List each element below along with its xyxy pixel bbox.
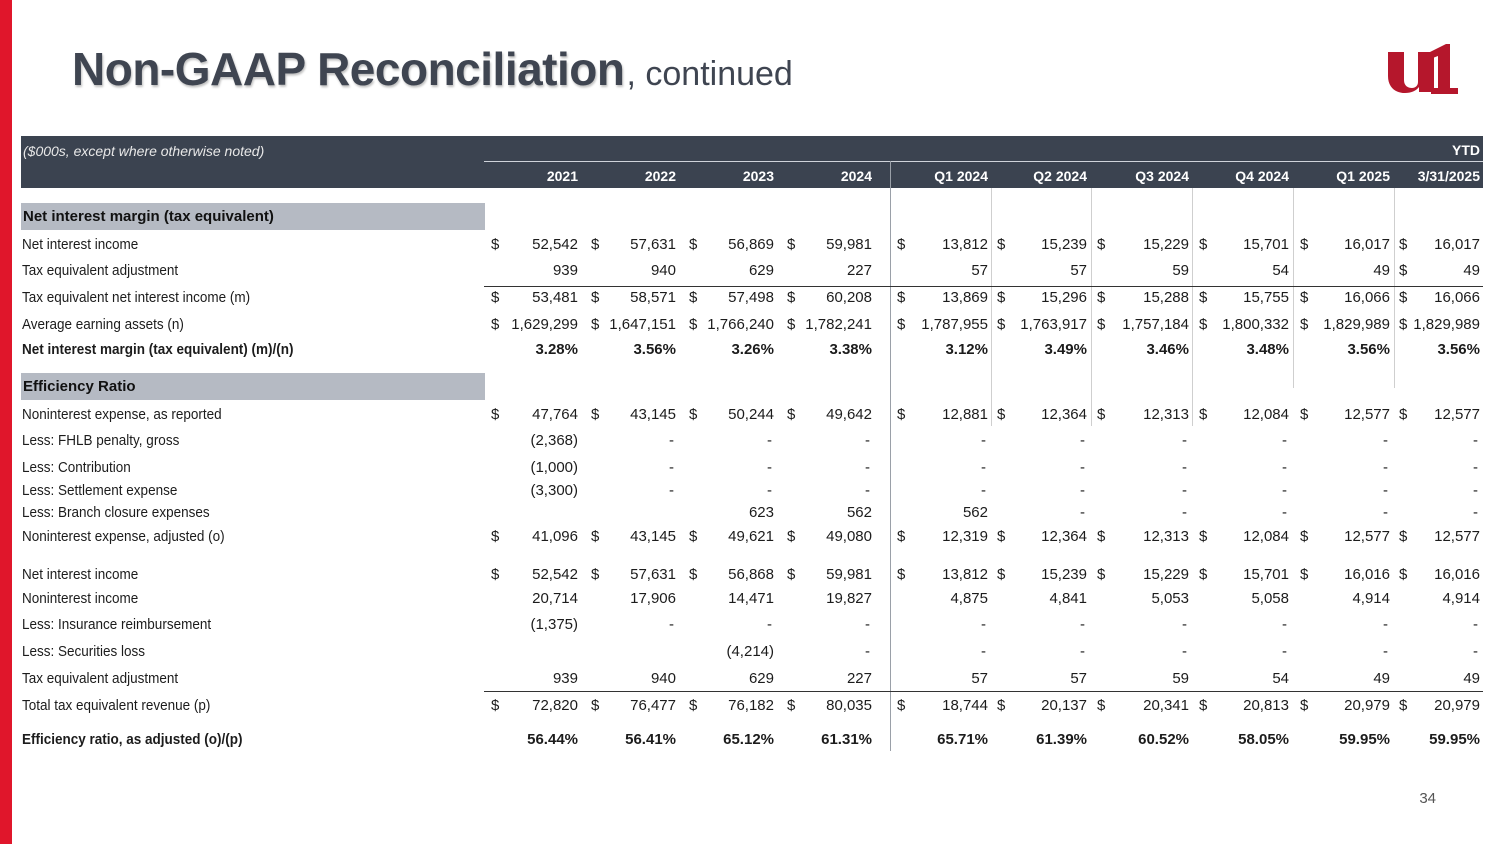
table-cell: - bbox=[669, 616, 674, 633]
table-cell: 12,881 bbox=[942, 406, 988, 423]
table-cell: 3.49% bbox=[1044, 341, 1087, 358]
table-cell: 59,981 bbox=[826, 236, 872, 253]
table-cell: 57 bbox=[1070, 670, 1087, 687]
table-cell: 12,313 bbox=[1143, 528, 1189, 545]
table-cell: - bbox=[669, 482, 674, 499]
table-cell: 4,914 bbox=[1442, 590, 1480, 607]
table-cell: - bbox=[1080, 504, 1085, 521]
table-cell: - bbox=[1282, 616, 1287, 633]
header-divider bbox=[484, 161, 1483, 162]
table-cell: 47,764 bbox=[532, 406, 578, 423]
row-label: Total tax equivalent revenue (p) bbox=[22, 697, 211, 714]
currency-symbol: $ bbox=[897, 289, 906, 306]
table-cell: 49,080 bbox=[826, 528, 872, 545]
table-cell: 939 bbox=[552, 670, 578, 687]
table-cell: - bbox=[1282, 482, 1287, 499]
table-cell: 50,244 bbox=[728, 406, 774, 423]
table-cell: 54 bbox=[1272, 262, 1289, 279]
table-cell: - bbox=[981, 482, 986, 499]
table-cell: 939 bbox=[552, 262, 578, 279]
currency-symbol: $ bbox=[1399, 697, 1408, 714]
row-label: Tax equivalent adjustment bbox=[22, 670, 179, 687]
table-cell: 20,341 bbox=[1143, 697, 1189, 714]
table-cell: 43,145 bbox=[630, 528, 676, 545]
table-cell: 16,017 bbox=[1434, 236, 1480, 253]
currency-symbol: $ bbox=[689, 316, 698, 333]
table-cell: 12,084 bbox=[1243, 528, 1289, 545]
table-cell: 61.39% bbox=[1036, 731, 1087, 748]
table-cell: (1,375) bbox=[530, 616, 578, 633]
table-cell: 3.48% bbox=[1246, 341, 1289, 358]
table-cell: 57 bbox=[1070, 262, 1087, 279]
table-cell: 57,498 bbox=[728, 289, 774, 306]
table-cell: 15,701 bbox=[1243, 236, 1289, 253]
table-cell: 3.26% bbox=[731, 341, 774, 358]
table-cell: 562 bbox=[962, 504, 988, 521]
table-cell: 12,319 bbox=[942, 528, 988, 545]
currency-symbol: $ bbox=[997, 528, 1006, 545]
table-cell: 5,058 bbox=[1251, 590, 1289, 607]
currency-symbol: $ bbox=[787, 406, 796, 423]
currency-symbol: $ bbox=[491, 289, 500, 306]
table-cell: - bbox=[1473, 482, 1478, 499]
table-cell: 15,239 bbox=[1041, 566, 1087, 583]
table-cell: - bbox=[1473, 504, 1478, 521]
currency-symbol: $ bbox=[1199, 528, 1208, 545]
currency-symbol: $ bbox=[997, 289, 1006, 306]
table-cell: 15,755 bbox=[1243, 289, 1289, 306]
table-cell: (3,300) bbox=[530, 482, 578, 499]
table-cell: 5,053 bbox=[1151, 590, 1189, 607]
table-cell: 1,800,332 bbox=[1222, 316, 1289, 333]
table-cell: 41,096 bbox=[532, 528, 578, 545]
table-cell: 56,869 bbox=[728, 236, 774, 253]
table-cell: 60,208 bbox=[826, 289, 872, 306]
table-cell: 3.56% bbox=[633, 341, 676, 358]
page-number: 34 bbox=[1419, 790, 1436, 807]
table-cell: - bbox=[1182, 482, 1187, 499]
table-cell: 15,288 bbox=[1143, 289, 1189, 306]
table-cell: 1,787,955 bbox=[921, 316, 988, 333]
currency-symbol: $ bbox=[787, 528, 796, 545]
currency-symbol: $ bbox=[1199, 406, 1208, 423]
table-cell: 1,763,917 bbox=[1020, 316, 1087, 333]
table-cell: 4,875 bbox=[950, 590, 988, 607]
currency-symbol: $ bbox=[1300, 406, 1309, 423]
table-cell: - bbox=[981, 616, 986, 633]
table-cell: 12,364 bbox=[1041, 406, 1087, 423]
table-cell: - bbox=[1182, 504, 1187, 521]
page-title bbox=[72, 42, 793, 96]
table-cell: 12,577 bbox=[1344, 528, 1390, 545]
table-cell: 19,827 bbox=[826, 590, 872, 607]
currency-symbol: $ bbox=[997, 236, 1006, 253]
table-cell: - bbox=[1080, 643, 1085, 660]
currency-symbol: $ bbox=[591, 528, 600, 545]
column-header: Q2 2024 bbox=[1033, 168, 1087, 184]
table-cell: 3.56% bbox=[1347, 341, 1390, 358]
table-cell: 623 bbox=[748, 504, 774, 521]
currency-symbol: $ bbox=[491, 697, 500, 714]
currency-symbol: $ bbox=[491, 566, 500, 583]
table-cell: 18,744 bbox=[942, 697, 988, 714]
table-cell: 49 bbox=[1463, 670, 1480, 687]
table-cell: 57,631 bbox=[630, 236, 676, 253]
currency-symbol: $ bbox=[1300, 528, 1309, 545]
title-sub: , continued bbox=[626, 55, 793, 93]
table-cell: - bbox=[981, 643, 986, 660]
currency-symbol: $ bbox=[689, 528, 698, 545]
table-cell: 13,812 bbox=[942, 566, 988, 583]
table-cell: 20,714 bbox=[532, 590, 578, 607]
table-cell: 1,829,989 bbox=[1413, 316, 1480, 333]
table-cell: - bbox=[1182, 616, 1187, 633]
column-header: Q1 2024 bbox=[934, 168, 988, 184]
column-divider bbox=[991, 188, 992, 388]
table-cell: - bbox=[1383, 643, 1388, 660]
column-header: Q1 2025 bbox=[1336, 168, 1390, 184]
table-cell: - bbox=[669, 459, 674, 476]
column-header: Q3 2024 bbox=[1135, 168, 1189, 184]
column-divider bbox=[1091, 188, 1092, 388]
table-cell: - bbox=[1383, 459, 1388, 476]
table-cell: 20,979 bbox=[1344, 697, 1390, 714]
currency-symbol: $ bbox=[1399, 528, 1408, 545]
currency-symbol: $ bbox=[689, 697, 698, 714]
currency-symbol: $ bbox=[897, 566, 906, 583]
table-cell: - bbox=[1182, 459, 1187, 476]
row-label: Efficiency ratio, as adjusted (o)/(p) bbox=[22, 731, 243, 748]
currency-symbol: $ bbox=[1300, 697, 1309, 714]
table-cell: 4,841 bbox=[1049, 590, 1087, 607]
table-cell: - bbox=[1383, 616, 1388, 633]
table-cell: 940 bbox=[650, 262, 676, 279]
table-cell: 629 bbox=[748, 670, 774, 687]
table-cell: 43,145 bbox=[630, 406, 676, 423]
currency-symbol: $ bbox=[1097, 236, 1106, 253]
currency-symbol: $ bbox=[997, 316, 1006, 333]
table-cell: - bbox=[865, 432, 870, 449]
currency-symbol: $ bbox=[897, 406, 906, 423]
table-cell: - bbox=[1080, 482, 1085, 499]
table-cell: 12,364 bbox=[1041, 528, 1087, 545]
table-cell: - bbox=[1282, 459, 1287, 476]
ytd-label: YTD bbox=[1452, 142, 1480, 158]
table-cell: 3.28% bbox=[535, 341, 578, 358]
table-cell: 72,820 bbox=[532, 697, 578, 714]
table-cell: 52,542 bbox=[532, 236, 578, 253]
currency-symbol: $ bbox=[787, 566, 796, 583]
currency-symbol: $ bbox=[897, 316, 906, 333]
table-cell: 629 bbox=[748, 262, 774, 279]
reconciliation-table bbox=[21, 136, 1483, 756]
table-cell: 15,239 bbox=[1041, 236, 1087, 253]
table-cell: 20,813 bbox=[1243, 697, 1289, 714]
table-cell: (2,368) bbox=[530, 432, 578, 449]
table-cell: 940 bbox=[650, 670, 676, 687]
table-cell: 16,016 bbox=[1434, 566, 1480, 583]
currency-symbol: $ bbox=[1300, 566, 1309, 583]
table-cell: 59 bbox=[1172, 670, 1189, 687]
table-cell: 1,766,240 bbox=[707, 316, 774, 333]
table-cell: 3.46% bbox=[1146, 341, 1189, 358]
currency-symbol: $ bbox=[1199, 316, 1208, 333]
currency-symbol: $ bbox=[997, 566, 1006, 583]
table-cell: - bbox=[1080, 616, 1085, 633]
table-cell: 562 bbox=[846, 504, 872, 521]
column-divider bbox=[1192, 371, 1193, 426]
table-cell: - bbox=[1080, 432, 1085, 449]
currency-symbol: $ bbox=[1097, 406, 1106, 423]
table-cell: - bbox=[1182, 643, 1187, 660]
table-cell: 1,647,151 bbox=[609, 316, 676, 333]
currency-symbol: $ bbox=[787, 236, 796, 253]
table-cell: (1,000) bbox=[530, 459, 578, 476]
currency-symbol: $ bbox=[897, 236, 906, 253]
table-cell: 227 bbox=[846, 262, 872, 279]
row-label: Net interest income bbox=[22, 566, 139, 583]
accent-bar bbox=[0, 0, 12, 844]
table-cell: 20,137 bbox=[1041, 697, 1087, 714]
table-cell: 16,066 bbox=[1434, 289, 1480, 306]
row-label: Less: Branch closure expenses bbox=[22, 504, 210, 521]
table-cell: 65.12% bbox=[723, 731, 774, 748]
table-cell: - bbox=[981, 432, 986, 449]
table-cell: - bbox=[767, 432, 772, 449]
column-header: 2023 bbox=[742, 168, 774, 184]
currency-symbol: $ bbox=[1399, 289, 1408, 306]
total-rule bbox=[484, 691, 1483, 692]
currency-symbol: $ bbox=[1097, 528, 1106, 545]
table-cell: - bbox=[767, 616, 772, 633]
currency-symbol: $ bbox=[1399, 316, 1408, 333]
table-cell: - bbox=[767, 459, 772, 476]
currency-symbol: $ bbox=[897, 697, 906, 714]
table-cell: 20,979 bbox=[1434, 697, 1480, 714]
currency-symbol: $ bbox=[1300, 316, 1309, 333]
table-cell: 49 bbox=[1373, 670, 1390, 687]
table-cell: 56,868 bbox=[728, 566, 774, 583]
currency-symbol: $ bbox=[1199, 566, 1208, 583]
table-cell: 60.52% bbox=[1138, 731, 1189, 748]
table-cell: 12,313 bbox=[1143, 406, 1189, 423]
table-cell: 1,782,241 bbox=[805, 316, 872, 333]
table-cell: - bbox=[1182, 432, 1187, 449]
table-cell: 13,869 bbox=[942, 289, 988, 306]
table-cell: - bbox=[1473, 432, 1478, 449]
table-cell: 12,577 bbox=[1344, 406, 1390, 423]
table-cell: 57,631 bbox=[630, 566, 676, 583]
table-cell: - bbox=[1473, 643, 1478, 660]
row-label: Less: Securities loss bbox=[22, 643, 146, 660]
table-cell: 52,542 bbox=[532, 566, 578, 583]
currency-symbol: $ bbox=[787, 316, 796, 333]
table-cell: - bbox=[669, 432, 674, 449]
row-label: Tax equivalent net interest income (m) bbox=[22, 289, 251, 306]
currency-symbol: $ bbox=[787, 697, 796, 714]
table-cell: - bbox=[1473, 616, 1478, 633]
table-cell: 57 bbox=[971, 262, 988, 279]
currency-symbol: $ bbox=[1399, 236, 1408, 253]
table-cell: 15,229 bbox=[1143, 566, 1189, 583]
currency-symbol: $ bbox=[1097, 566, 1106, 583]
table-cell: 65.71% bbox=[937, 731, 988, 748]
column-header: 2022 bbox=[644, 168, 676, 184]
table-cell: 59.95% bbox=[1339, 731, 1390, 748]
table-cell: - bbox=[1282, 504, 1287, 521]
table-cell: 58,571 bbox=[630, 289, 676, 306]
currency-symbol: $ bbox=[591, 289, 600, 306]
table-header bbox=[21, 136, 1483, 188]
row-label: Noninterest expense, as reported bbox=[22, 406, 222, 423]
row-label: Noninterest expense, adjusted (o) bbox=[22, 528, 225, 545]
table-cell: 59,981 bbox=[826, 566, 872, 583]
table-cell: - bbox=[1282, 432, 1287, 449]
column-header: 2024 bbox=[840, 168, 872, 184]
column-header: Q4 2024 bbox=[1235, 168, 1289, 184]
currency-symbol: $ bbox=[1097, 316, 1106, 333]
row-label: Less: Contribution bbox=[22, 459, 131, 476]
currency-symbol: $ bbox=[997, 697, 1006, 714]
table-cell: - bbox=[865, 482, 870, 499]
currency-symbol: $ bbox=[1300, 289, 1309, 306]
table-cell: 1,629,299 bbox=[511, 316, 578, 333]
table-cell: 4,914 bbox=[1352, 590, 1390, 607]
currency-symbol: $ bbox=[1199, 236, 1208, 253]
currency-symbol: $ bbox=[1399, 406, 1408, 423]
table-cell: 57 bbox=[971, 670, 988, 687]
currency-symbol: $ bbox=[997, 406, 1006, 423]
currency-symbol: $ bbox=[1097, 697, 1106, 714]
currency-symbol: $ bbox=[491, 236, 500, 253]
table-cell: 49,642 bbox=[826, 406, 872, 423]
currency-symbol: $ bbox=[1399, 566, 1408, 583]
total-rule bbox=[484, 286, 1483, 287]
column-divider bbox=[1091, 371, 1092, 426]
currency-symbol: $ bbox=[591, 566, 600, 583]
currency-symbol: $ bbox=[1399, 262, 1408, 279]
table-cell: 1,829,989 bbox=[1323, 316, 1390, 333]
table-cell: - bbox=[1383, 432, 1388, 449]
table-cell: 227 bbox=[846, 670, 872, 687]
section-header: Efficiency Ratio bbox=[21, 373, 485, 400]
table-cell: 16,016 bbox=[1344, 566, 1390, 583]
column-divider bbox=[1293, 188, 1294, 388]
table-cell: - bbox=[1383, 482, 1388, 499]
currency-symbol: $ bbox=[1199, 697, 1208, 714]
currency-symbol: $ bbox=[491, 406, 500, 423]
row-label: Noninterest income bbox=[22, 590, 139, 607]
table-cell: 56.44% bbox=[527, 731, 578, 748]
column-header: 3/31/2025 bbox=[1417, 168, 1480, 184]
table-cell: 1,757,184 bbox=[1122, 316, 1189, 333]
table-cell: 15,296 bbox=[1041, 289, 1087, 306]
table-cell: - bbox=[865, 643, 870, 660]
currency-symbol: $ bbox=[1199, 289, 1208, 306]
currency-symbol: $ bbox=[689, 236, 698, 253]
u1-logo-icon bbox=[1386, 44, 1460, 96]
table-cell: 49 bbox=[1373, 262, 1390, 279]
table-cell: 17,906 bbox=[630, 590, 676, 607]
table-cell: 56.41% bbox=[625, 731, 676, 748]
table-cell: - bbox=[1473, 459, 1478, 476]
table-cell: 59.95% bbox=[1429, 731, 1480, 748]
currency-symbol: $ bbox=[689, 566, 698, 583]
row-label: Net interest income bbox=[22, 236, 139, 253]
row-label: Less: Settlement expense bbox=[22, 482, 178, 499]
table-cell: - bbox=[981, 459, 986, 476]
table-cell: 12,084 bbox=[1243, 406, 1289, 423]
title-main: Non-GAAP Reconciliation bbox=[72, 43, 625, 95]
row-label: Tax equivalent adjustment bbox=[22, 262, 179, 279]
table-cell: 13,812 bbox=[942, 236, 988, 253]
column-divider bbox=[1192, 188, 1193, 388]
table-cell: 14,471 bbox=[728, 590, 774, 607]
table-cell: 59 bbox=[1172, 262, 1189, 279]
table-cell: - bbox=[1383, 504, 1388, 521]
table-cell: - bbox=[865, 459, 870, 476]
currency-symbol: $ bbox=[491, 528, 500, 545]
row-label: Average earning assets (n) bbox=[22, 316, 184, 333]
table-cell: 12,577 bbox=[1434, 528, 1480, 545]
row-label: Less: Insurance reimbursement bbox=[22, 616, 212, 633]
table-cell: 49,621 bbox=[728, 528, 774, 545]
currency-symbol: $ bbox=[491, 316, 500, 333]
table-cell: 61.31% bbox=[821, 731, 872, 748]
table-cell: 3.12% bbox=[945, 341, 988, 358]
table-cell: - bbox=[865, 616, 870, 633]
section-header: Net interest margin (tax equivalent) bbox=[21, 203, 485, 230]
row-label: Less: FHLB penalty, gross bbox=[22, 432, 180, 449]
column-divider bbox=[890, 161, 891, 751]
currency-symbol: $ bbox=[591, 406, 600, 423]
table-cell: 58.05% bbox=[1238, 731, 1289, 748]
table-cell: 53,481 bbox=[532, 289, 578, 306]
column-header: 2021 bbox=[546, 168, 578, 184]
currency-symbol: $ bbox=[591, 697, 600, 714]
currency-symbol: $ bbox=[1097, 289, 1106, 306]
currency-symbol: $ bbox=[1300, 236, 1309, 253]
column-divider bbox=[1394, 188, 1395, 388]
table-cell: - bbox=[1282, 643, 1287, 660]
table-cell: 16,017 bbox=[1344, 236, 1390, 253]
table-cell: 54 bbox=[1272, 670, 1289, 687]
table-cell: 76,182 bbox=[728, 697, 774, 714]
table-cell: - bbox=[767, 482, 772, 499]
currency-symbol: $ bbox=[689, 289, 698, 306]
table-cell: 80,035 bbox=[826, 697, 872, 714]
table-cell: 3.56% bbox=[1437, 341, 1480, 358]
table-cell: 76,477 bbox=[630, 697, 676, 714]
table-cell: 15,229 bbox=[1143, 236, 1189, 253]
table-cell: 15,701 bbox=[1243, 566, 1289, 583]
currency-symbol: $ bbox=[591, 316, 600, 333]
table-cell: 12,577 bbox=[1434, 406, 1480, 423]
table-cell: 16,066 bbox=[1344, 289, 1390, 306]
column-divider bbox=[991, 371, 992, 426]
table-cell: 49 bbox=[1463, 262, 1480, 279]
table-cell: - bbox=[1080, 459, 1085, 476]
units-note: ($000s, except where otherwise noted) bbox=[23, 143, 265, 159]
table-cell: (4,214) bbox=[726, 643, 774, 660]
currency-symbol: $ bbox=[591, 236, 600, 253]
table-cell: 3.38% bbox=[829, 341, 872, 358]
currency-symbol: $ bbox=[897, 528, 906, 545]
currency-symbol: $ bbox=[689, 406, 698, 423]
row-label: Net interest margin (tax equivalent) (m)/(n) bbox=[22, 341, 294, 358]
currency-symbol: $ bbox=[787, 289, 796, 306]
